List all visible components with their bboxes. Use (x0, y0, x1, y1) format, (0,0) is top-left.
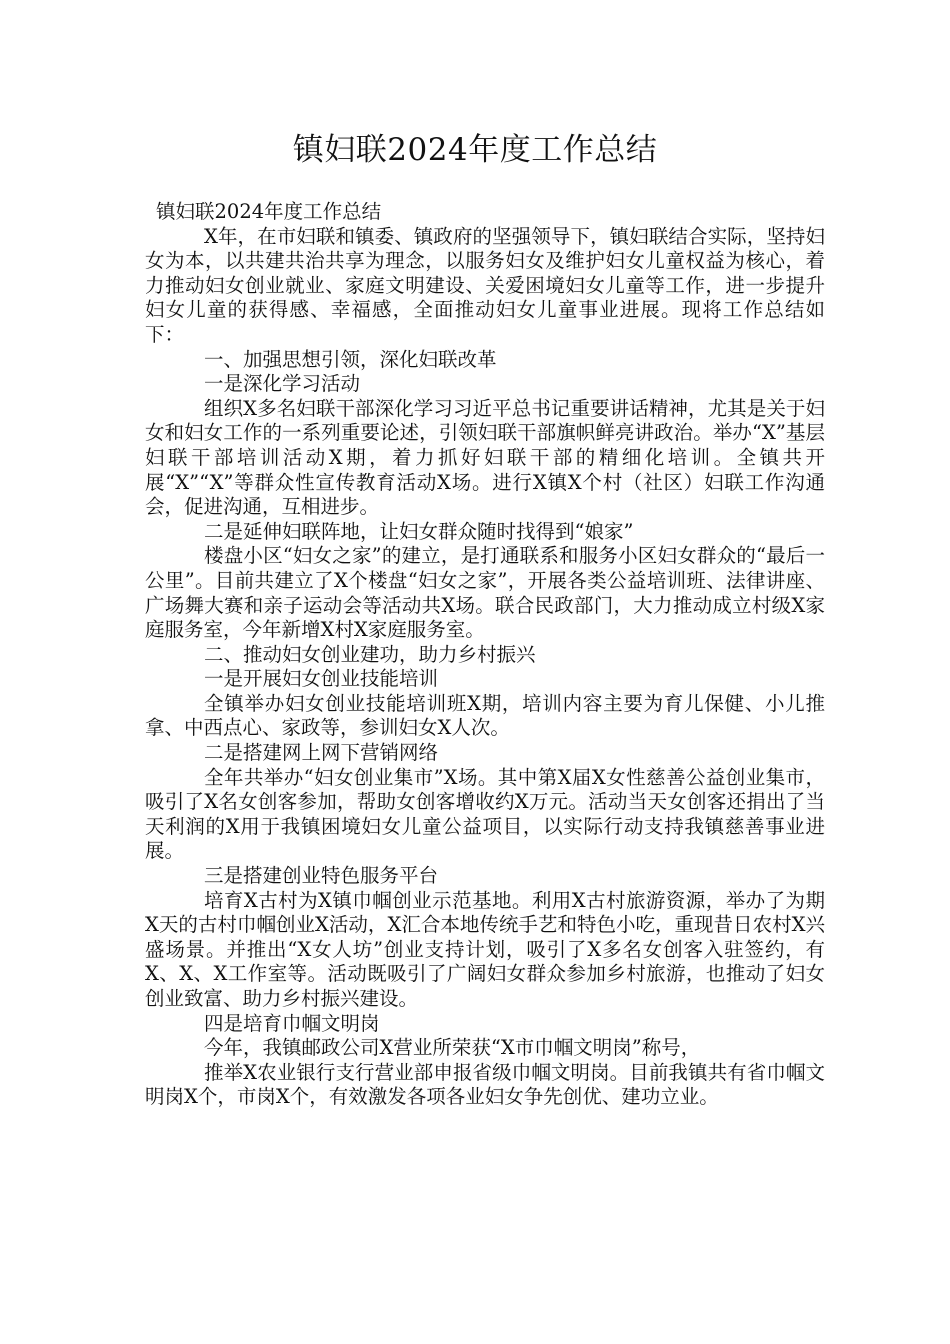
body-paragraph: 三是搭建创业特色服务平台 (204, 864, 439, 888)
body-paragraph: 一、加强思想引领，深化妇联改革 (204, 347, 497, 371)
document-title: 镇妇联2024年度工作总结 (292, 132, 658, 168)
body-paragraph: 推举X农业银行支行营业部申报省级巾帼文明岗。目前我镇共有省巾帼文明岗X个，市岗X个，有效激发各项各业妇女争先创优、建功立业。 (145, 1060, 825, 1109)
body-paragraph: 一是深化学习活动 (204, 372, 361, 396)
document-body (145, 200, 825, 1110)
body-paragraph: 四是培育巾帼文明岗 (204, 1011, 380, 1035)
body-paragraph: 全年共举办“妇女创业集市”X场。其中第X届X女性慈善公益创业集市，吸引了X名女创客参加，帮助女创客增收约X万元。活动当天女创客还捐出了当天利润的X用于我镇困境妇女儿童公益项目，以实际行动支持我镇慈善事业进展。 (145, 765, 825, 863)
body-paragraph: 今年，我镇邮政公司X营业所荣获“X市巾帼文明岗”称号， (204, 1036, 701, 1060)
body-paragraph: 二是搭建网上网下营销网络 (204, 741, 439, 765)
body-paragraph: 二是延伸妇联阵地，让妇女群众随时找得到“娘家” (204, 519, 634, 543)
body-paragraph: 培育X古村为X镇巾帼创业示范基地。利用X古村旅游资源，举办了为期X天的古村巾帼创业X活动，X汇合本地传统手艺和特色小吃，重现昔日农村X兴盛场景。并推出“X女人坊”创业支持计划，吸引了X多名女创客入驻签约，有X、X、X工作室等。活动既吸引了广阔妇女群众参加乡村旅游，也推动了妇女创业致富、助力乡村振兴建设。 (145, 888, 825, 1010)
body-paragraph: 楼盘小区“妇女之家”的建立，是打通联系和服务小区妇女群众的“最后一公里”。目前共建立了X个楼盘“妇女之家”，开展各类公益培训班、法律讲座、广场舞大赛和亲子运动会等活动共X场。联合民政部门，大力推动成立村级X家庭服务室，今年新增X村X家庭服务室。 (145, 544, 825, 642)
body-paragraph: 二、推动妇女创业建功，助力乡村振兴 (204, 642, 536, 666)
body-paragraph: X年，在市妇联和镇委、镇政府的坚强领导下，镇妇联结合实际，坚持妇女为本，以共建共治共享为理念，以服务妇女及维护妇女儿童权益为核心，着力推动妇女创业就业、家庭文明建设、关爱困境妇女儿童等工作，进一步提升妇女儿童的获得感、幸福感，全面推动妇女儿童事业进展。现将工作总结如下： (145, 224, 825, 346)
body-paragraph: 一是开展妇女创业技能培训 (204, 667, 439, 691)
body-paragraph: 组织X多名妇联干部深化学习习近平总书记重要讲话精神，尤其是关于妇女和妇女工作的一系列重要论述，引领妇联干部旗帜鲜亮讲政治。举办“X”基层妇联干部培训活动X期，着力抓好妇联干部的精细化培训。全镇共开展“X”“X”等群众性宣传教育活动X场。进行X镇X个村（社区）妇联工作沟通会，促进沟通，互相进步。 (145, 396, 825, 519)
document-subtitle: 镇妇联2024年度工作总结 (156, 200, 382, 223)
body-paragraph: 全镇举办妇女创业技能培训班X期，培训内容主要为育儿保健、小儿推拿、中西点心、家政等，参训妇女X人次。 (145, 691, 825, 740)
